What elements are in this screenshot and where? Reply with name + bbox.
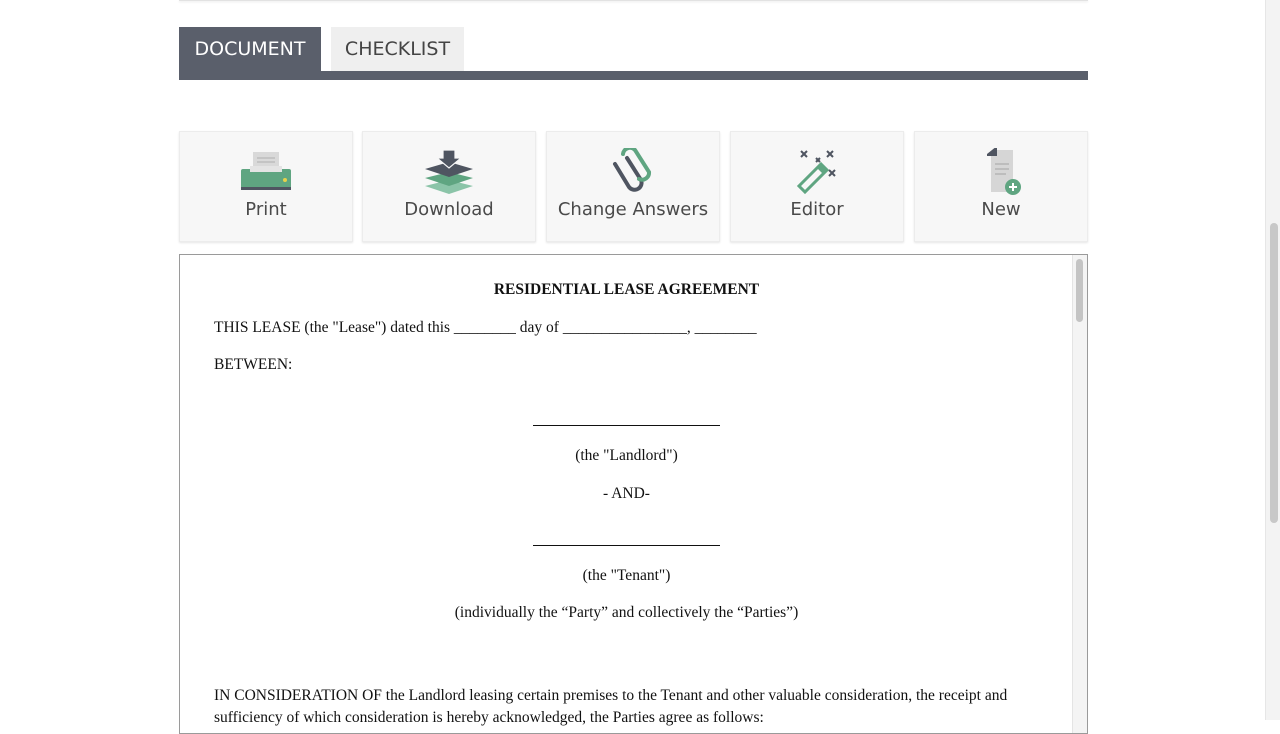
- editor-button[interactable]: [730, 131, 904, 242]
- download-button[interactable]: [362, 131, 536, 242]
- consideration-line-2: sufficiency of which consideration is hereby acknowledged, the Parties agree as follows:: [214, 709, 764, 726]
- tenant-caption: (the "Tenant"): [582, 567, 671, 584]
- change-answers-button[interactable]: [546, 131, 720, 242]
- magic-wand-icon: [789, 148, 845, 198]
- document-preview[interactable]: [179, 254, 1088, 734]
- print-button[interactable]: [179, 131, 353, 242]
- document-scrollbar[interactable]: [1072, 255, 1087, 734]
- between-label: BETWEEN:: [214, 356, 293, 373]
- print-label: Print: [245, 199, 287, 220]
- new-document-icon: [973, 148, 1029, 198]
- document-title: RESIDENTIAL LEASE AGREEMENT: [493, 281, 760, 298]
- download-label: Download: [404, 199, 494, 220]
- document-scroll-thumb[interactable]: [1076, 259, 1083, 322]
- tab-document[interactable]: DOCUMENT: [179, 27, 321, 72]
- tenant-name-line: [533, 545, 720, 546]
- tab-underline: [179, 71, 1088, 80]
- landlord-name-line: [533, 425, 720, 426]
- lease-date-line: THIS LEASE (the "Lease") dated this ________ day of ________________, ________: [214, 319, 757, 336]
- top-panel-edge: [179, 0, 1088, 1]
- parties-definition: (individually the “Party” and collectively the “Parties”): [454, 604, 799, 621]
- landlord-caption: (the "Landlord"): [575, 447, 678, 464]
- page-scrollbar[interactable]: [1265, 0, 1280, 720]
- tab-checklist[interactable]: CHECKLIST: [331, 27, 464, 71]
- and-separator: - AND-: [603, 485, 650, 502]
- download-stack-icon: [421, 148, 477, 198]
- editor-label: Editor: [790, 199, 844, 220]
- new-button[interactable]: [914, 131, 1088, 242]
- change-answers-label: Change Answers: [557, 199, 709, 220]
- page-scroll-thumb[interactable]: [1270, 223, 1278, 523]
- document-toolbar: [179, 131, 1088, 243]
- paperclip-icon: [605, 148, 661, 198]
- new-label: New: [981, 199, 1021, 220]
- printer-icon: [238, 148, 294, 198]
- tab-bar: [179, 27, 1088, 81]
- consideration-line-1: IN CONSIDERATION OF the Landlord leasing certain premises to the Tenant and other valuable consideration, the receipt and: [214, 687, 1008, 704]
